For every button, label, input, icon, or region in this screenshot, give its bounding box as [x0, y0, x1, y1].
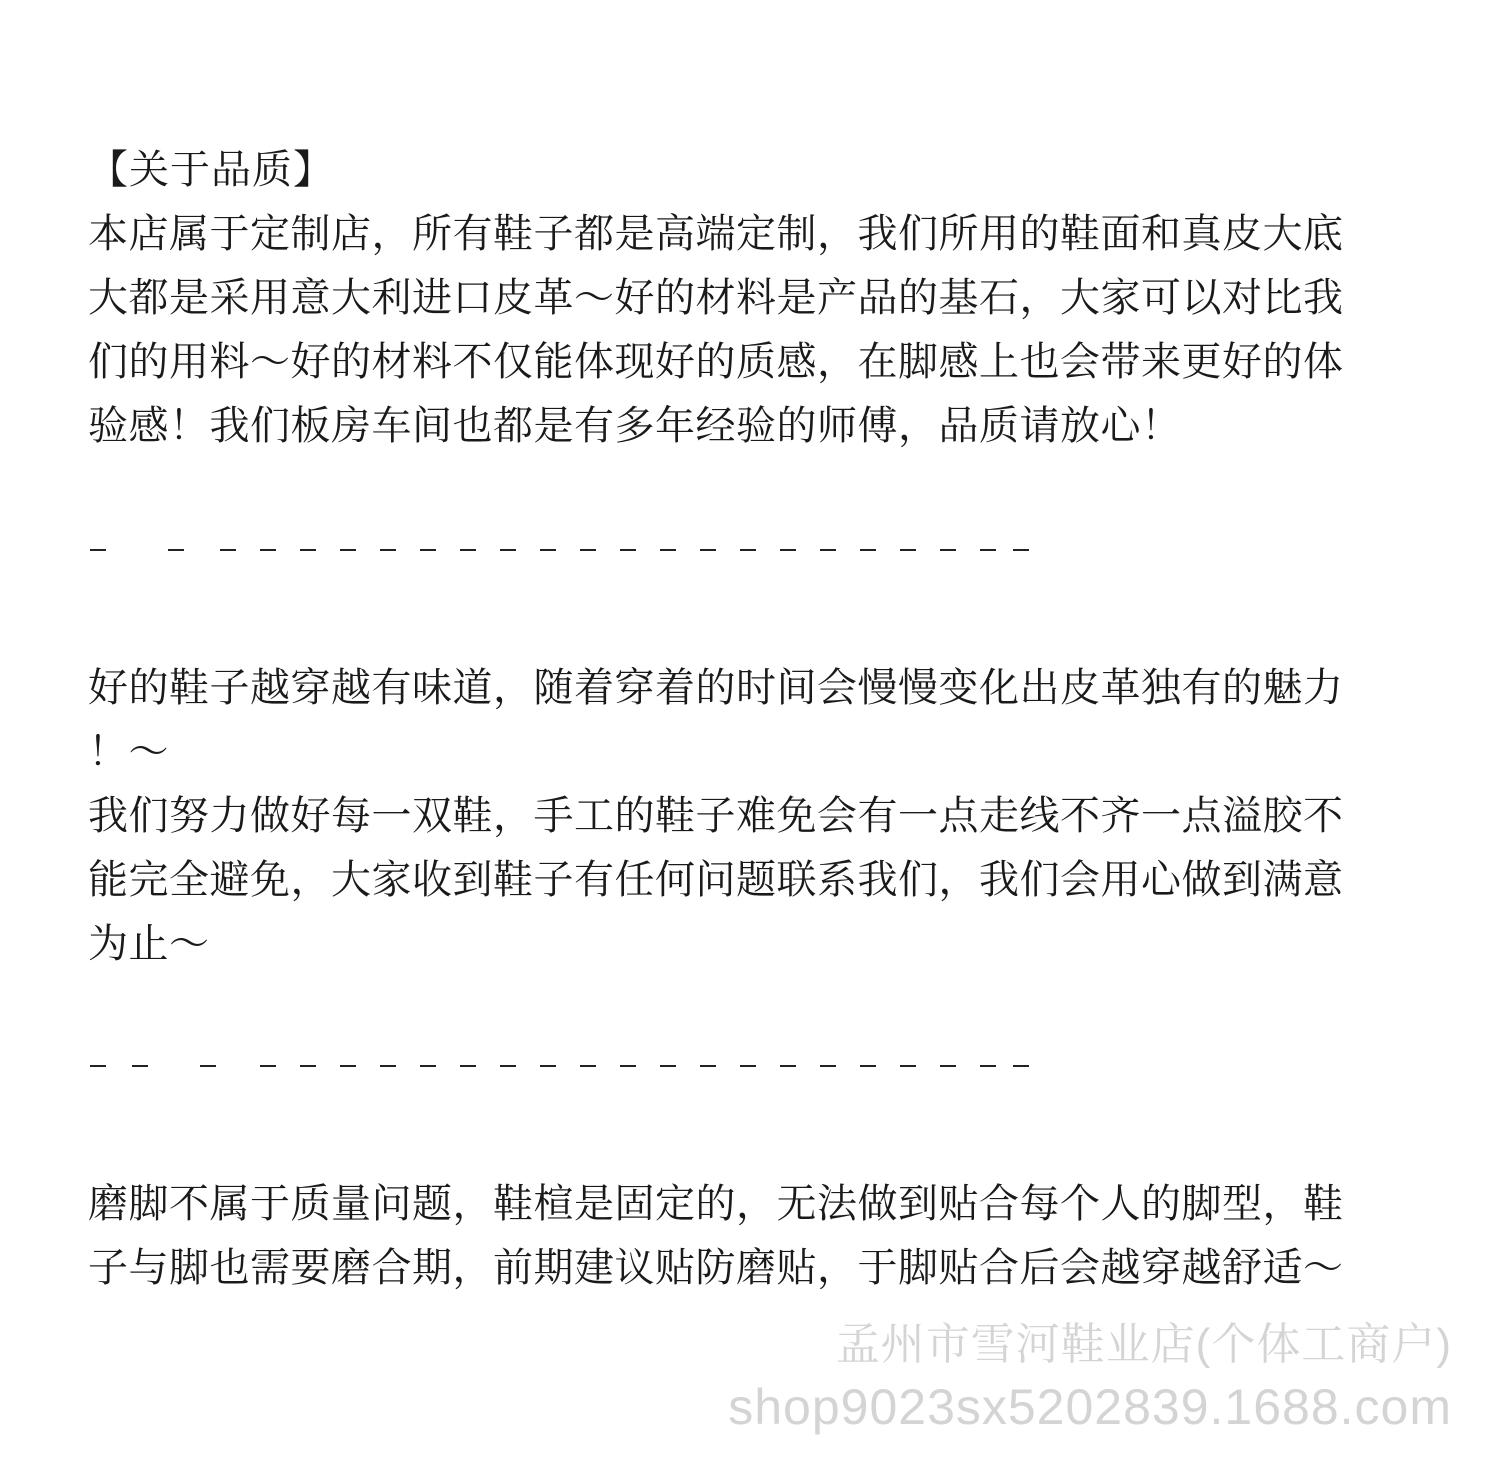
fit-paragraph-line: 磨脚不属于质量问题，鞋楦是固定的，无法做到贴合每个人的脚型，鞋 — [88, 1181, 1344, 1227]
wear-paragraph-line: 我们努力做好每一双鞋，手工的鞋子难免会有一点走线不齐一点溢胶不 — [88, 793, 1344, 839]
wear-paragraph-line: 为止～ — [88, 921, 210, 967]
watermark-shop-name: 孟州市雪河鞋业店(个体工商户) — [835, 1320, 1452, 1369]
quality-paragraph-line: 们的用料～好的材料不仅能体现好的质感，在脚感上也会带来更好的体 — [88, 339, 1344, 385]
document-body — [88, 138, 1438, 1300]
wear-paragraph-line: 好的鞋子越穿越有味道，随着穿着的时间会慢慢变化出皮革独有的魅力 — [88, 665, 1344, 711]
dashed-divider-1 — [88, 538, 1438, 562]
fit-paragraph-line: 子与脚也需要磨合期，前期建议贴防磨贴，于脚贴合后会越穿越舒适～ — [88, 1245, 1344, 1291]
quality-paragraph-line: 本店属于定制店，所有鞋子都是高端定制，我们所用的鞋面和真皮大底 — [88, 211, 1344, 257]
quality-paragraph-line: 大都是采用意大利进口皮革～好的材料是产品的基石，大家可以对比我 — [88, 275, 1344, 321]
wear-paragraph-line: 能完全避免，大家收到鞋子有任何问题联系我们，我们会用心做到满意 — [88, 857, 1344, 903]
wear-paragraph-line: ！～ — [88, 729, 169, 775]
spacer — [88, 976, 1438, 1054]
watermark-shop-url: shop9023sx5202839.1688.com — [728, 1379, 1452, 1435]
dashed-divider-2 — [88, 1054, 1438, 1078]
section-heading-quality: 【关于品质】 — [88, 147, 334, 193]
spacer — [88, 1078, 1438, 1172]
spacer — [88, 458, 1438, 538]
quality-paragraph-line: 验感！我们板房车间也都是有多年经验的师傅，品质请放心！ — [88, 403, 1182, 449]
spacer — [88, 562, 1438, 656]
